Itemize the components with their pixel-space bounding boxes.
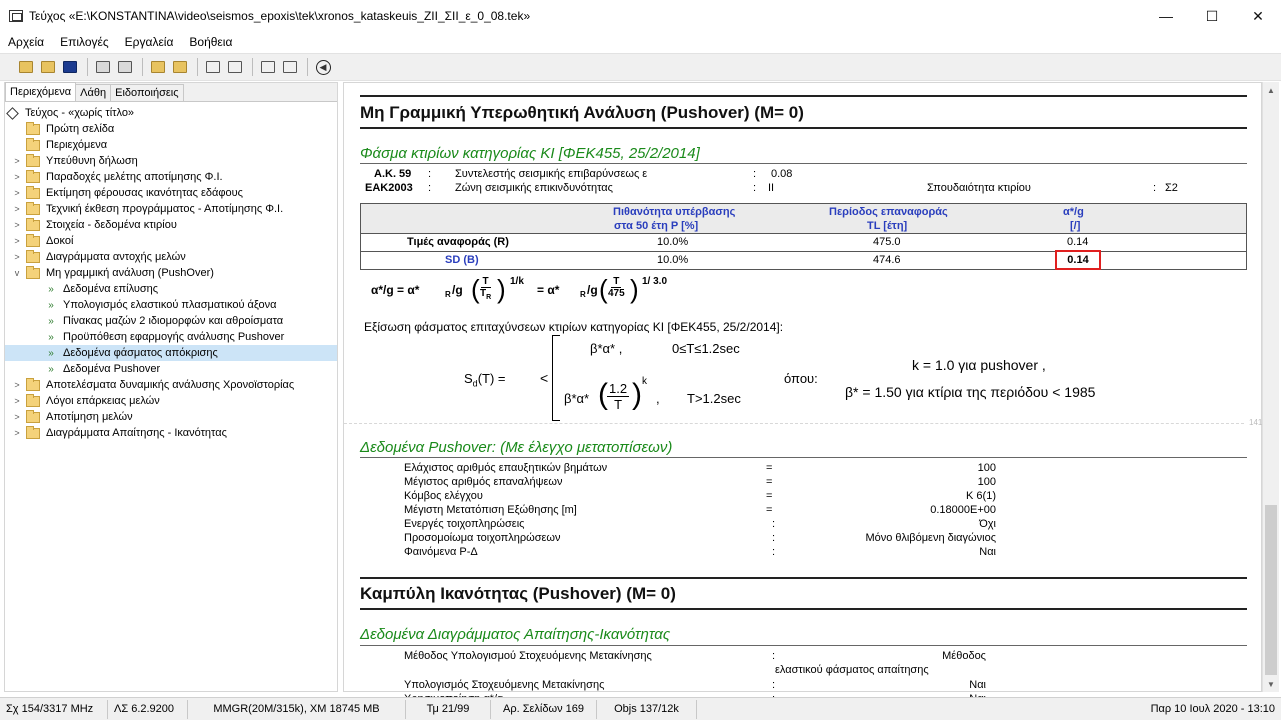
page-setup-button[interactable] [258,57,278,77]
tree-item[interactable] [5,409,337,425]
pushover-row-value: Μόνο θλιβόμενη διαγώνιος [865,532,996,544]
section-rule [360,577,1247,579]
case2-comma: , [656,391,660,406]
tree-item[interactable] [5,121,337,137]
demand-row-separator: : [772,650,776,662]
tree-expander-icon[interactable]: > [14,188,20,198]
folder-icon [26,204,40,215]
spectrum-table [360,203,1247,270]
section-title-capacity: Καμπύλη Ικανότητας (Pushover) (M= 0) [360,584,676,603]
row-reference-alpha: 0.14 [1067,236,1089,248]
contents-panel [4,82,338,692]
tree-item[interactable] [5,377,337,393]
toolbar [0,53,1281,81]
fraction2-numerator: T [613,276,620,287]
tree-subitem[interactable] [5,297,337,313]
page-break [344,423,1244,424]
page-number: 141 [1249,418,1263,427]
folder-icon [151,61,165,73]
tree-item-label: Εκτίμηση φέρουσας ικανότητας εδάφους [46,187,243,199]
tree-subitem[interactable] [5,329,337,345]
folder-icon [26,252,40,263]
export-icon [283,61,297,73]
folder-up-icon [41,61,55,73]
importance-label: Σπουδαιότητα κτιρίου [927,182,1031,194]
tree-item-label: Υπολογισμός ελαστικού πλασματικού άξονα [63,299,277,311]
scrollbar-thumb[interactable] [1265,505,1277,675]
ak-colon-2: : [753,168,757,180]
toolbar-separator [252,58,253,76]
case2-numerator: 1.2 [609,381,628,396]
status-bar [0,697,1281,720]
case2-paren-close: ) [632,378,642,411]
demand-data-title: Δεδομένα Διαγράμματος Απαίτησης-Ικανότητας [360,626,671,643]
tree-expander-icon[interactable]: > [14,396,20,406]
cases-brace [552,335,560,421]
close-button[interactable]: ✕ [1252,7,1264,24]
find-button[interactable] [203,57,223,77]
demand-row-label: Μέθοδος Υπολογισμού Στοχευόμενης Μετακίνησης [404,650,652,662]
pushover-row-label: Ελάχιστος αριθμός επαυξητικών βημάτων [404,462,608,474]
pushover-row-value: Όχι [979,518,996,530]
demand-row-value-line2: ελαστικού φάσματος απαίτησης [775,664,929,676]
open-folder-icon [19,61,33,73]
tree-item-label: Πίνακας μαζών 2 ιδιομορφών και αθροίσματα [63,315,284,327]
pushover-row-separator: : [772,546,776,558]
tree-item[interactable] [5,425,337,441]
paren-open-2: ( [599,274,608,304]
heading-underline [360,457,1247,458]
pushover-row-value: 100 [977,462,996,474]
tree-item-label: Μη γραμμική ανάλυση (PushOver) [46,267,214,279]
tree-item[interactable] [5,393,337,409]
demand-row-label: Υπολογισμός Στοχευόμενης Μετακίνησης [404,679,605,691]
menu-tools[interactable]: Εργαλεία [124,34,174,49]
tree-item-label: Δοκοί [46,235,74,247]
case2-expr: β*α* [564,391,590,406]
tree-item[interactable] [5,265,337,281]
tree-root[interactable] [5,105,337,121]
folder-a-button[interactable] [148,57,168,77]
k-definition: k = 1.0 για pushover , [912,357,1046,373]
fraction-denominator-t: T [480,288,487,299]
row-reference-p: 10.0% [657,236,689,248]
opou-label: όπου: [784,371,818,386]
pushover-row-separator: : [772,518,776,530]
row-sd-alpha-highlighted: 0.14 [1055,250,1101,270]
pushover-row-value: 100 [977,476,996,488]
folder-icon [26,172,40,183]
folder-icon [26,380,40,391]
print-preview-icon [118,61,132,73]
pushover-row-label: Ενεργές τοιχοπληρώσεις [404,518,525,530]
tree-expander-icon[interactable]: > [14,412,20,422]
pushover-row-separator: = [766,504,773,516]
pushover-row-label: Μέγιστος αριθμός επαναλήψεων [404,476,563,488]
tree-item[interactable] [5,137,337,153]
tree-subitem[interactable] [5,345,337,361]
printer-icon [96,61,110,73]
paren-close-2: ) [630,274,639,304]
tree-item-label: Δεδομένα φάσματος απόκρισης [63,347,218,359]
col-return-period-line2: TL [έτη] [867,220,908,232]
alpha-formula-sub-r: R [445,290,451,299]
tree-item-label: Λόγοι επάρκειας μελών [46,395,160,407]
tree-item-label: Αποτελέσματα δυναμικής ανάλυσης Χρονοϊστορίας [46,379,295,391]
tree-expander-icon[interactable]: > [14,220,20,230]
spectrum-title: Φάσμα κτιρίων κατηγορίας ΚΙ [ΦΕΚ455, 25/2/2014] [360,145,700,162]
col-alpha-line2: [/] [1070,220,1081,232]
double-arrow-icon: » [48,299,54,311]
tree-root-label: Τεύχος - «χωρίς τίτλο» [25,107,135,119]
section-title-pushover: Μη Γραμμική Υπερωθητική Ανάλυση (Pushover) (M= 0) [360,103,804,122]
section-rule [360,95,1247,97]
menu-options[interactable]: Επιλογές [60,34,109,49]
eak-colon: : [428,182,432,194]
double-arrow-icon: » [48,347,54,359]
tree-item[interactable] [5,233,337,249]
sd-symbol [464,371,506,389]
alpha-formula-exp1: 1/k [510,276,524,287]
col-probability-line1: Πιθανότητα υπέρβασης [613,206,736,218]
case2-denominator: T [614,397,623,412]
tree-item-label: Προϋπόθεση εφαρμογής ανάλυσης Pushover [63,331,285,343]
col-probability-line2: στα 50 έτη P [%] [614,220,699,232]
save-button[interactable] [60,57,80,77]
folder-icon [26,396,40,407]
ak-label: Α.Κ. 59 [374,168,412,180]
tree-item-label: Στοιχεία - δεδομένα κτιρίου [46,219,177,231]
eak-value: ΙΙ [768,182,775,194]
title-bar [0,0,1281,32]
pushover-row-label: Μέγιστη Μετατόπιση Εξώθησης [m] [404,504,577,516]
folder-icon [26,428,40,439]
importance-value: Σ2 [1165,182,1178,194]
document-view[interactable] [343,82,1262,692]
alpha-formula-lhs: α*/g = α* [371,283,420,297]
vertical-scrollbar[interactable] [1262,82,1279,692]
tree-item[interactable] [5,201,337,217]
tree-subitem[interactable] [5,313,337,329]
col-alpha-line1: α*/g [1063,206,1084,218]
tree-subitem[interactable] [5,361,337,377]
folder-icon [26,140,40,151]
tree-subitem[interactable] [5,281,337,297]
tree-item[interactable] [5,169,337,185]
fraction-t-over-tr [480,276,491,301]
fraction-denominator [480,288,491,301]
table-header [361,204,1246,234]
ak-description: Συντελεστής σεισμικής επιβαρύνσεως ε [455,168,648,180]
tree-item-label: Διαγράμματα αντοχής μελών [46,251,186,263]
case1-condition: 0≤T≤1.2sec [672,341,740,356]
open-dropdown-button[interactable] [16,57,36,77]
case2-exponent: k [642,376,647,387]
tree-expander-icon[interactable]: > [14,236,20,246]
eak-label: ΕΑΚ2003 [365,182,413,194]
folder-icon [173,61,187,73]
pushover-row-separator: : [772,532,776,544]
toolbar-separator [197,58,198,76]
tree-expander-icon[interactable]: > [14,204,20,214]
status-cpu: Σχ 154/3317 MHz [0,700,108,719]
heading-underline [360,645,1247,646]
double-arrow-icon: » [48,315,54,327]
fraction-numerator: T [482,276,489,287]
binoculars-icon [206,61,220,73]
filter-icon [228,61,242,73]
alpha-formula-eq2: = α* [537,283,560,297]
contents-tree [5,105,337,441]
ak-value: 0.08 [771,168,793,180]
tree-item-label: Διαγράμματα Απαίτησης - Ικανότητας [46,427,227,439]
status-os: ΛΣ 6.2.9200 [108,700,188,719]
export-button[interactable] [280,57,300,77]
case1-expr: β*α* , [590,341,623,356]
menu-bar [0,32,1281,51]
double-arrow-icon: » [48,283,54,295]
tree-item[interactable] [5,153,337,169]
tree-item-label: Υπεύθυνη δήλωση [46,155,138,167]
sd-less-than: < [540,370,549,386]
folder-icon [26,236,40,247]
fraction-denominator-sub: R [486,294,492,301]
folder-icon [26,124,40,135]
tree-item-label: Αποτίμηση μελών [46,411,133,423]
pushover-data-title: Δεδομένα Pushover: (Με έλεγχο μετατοπίσεων) [360,439,673,456]
pushover-row-separator: = [766,476,773,488]
pushover-row-label: Φαινόμενα P-Δ [404,546,478,558]
folder-b-button[interactable] [170,57,190,77]
folder-icon [26,220,40,231]
tree-expander-icon[interactable]: > [14,156,20,166]
sd-sub: d [472,378,478,389]
double-arrow-icon: » [48,331,54,343]
toolbar-separator [307,58,308,76]
tree-item[interactable] [5,185,337,201]
menu-files[interactable]: Αρχεία [8,34,45,49]
row-reference-label: Τιμές αναφοράς (R) [407,236,509,248]
tree-expander-icon[interactable]: > [14,252,20,262]
fraction-t-over-475 [608,276,625,299]
section-rule [360,608,1247,610]
eak-description: Ζώνη σεισμικής επικινδυνότητας [455,182,613,194]
beta-definition: β* = 1.50 για κτίρια της περιόδου < 1985 [845,384,1096,400]
back-button[interactable] [313,57,333,77]
paren-close: ) [497,274,506,304]
tree-expander-icon[interactable]: > [14,380,20,390]
panel-tabs [5,83,337,102]
toolbar-separator [87,58,88,76]
status-datetime: Παρ 10 Ιουλ 2020 - 13:10 [1150,703,1275,715]
status-memory: MMGR(20M/315k), XM 18745 MB [188,700,406,719]
tree-item[interactable] [5,217,337,233]
folder-icon [26,188,40,199]
diamond-icon [6,107,19,120]
pushover-row-label: Προσομοίωμα τοιχοπληρώσεων [404,532,561,544]
ak-colon: : [428,168,432,180]
tree-expander-icon[interactable]: v [14,268,20,278]
sd-s: S [464,371,473,386]
row-sd-label: SD (B) [445,254,479,266]
tree-item-label: Δεδομένα Pushover [63,363,161,375]
equation-caption: Εξίσωση φάσματος επιταχύνσεων κτιρίων κατηγορίας ΚΙ [ΦΕΚ455, 25/2/2014]: [364,320,784,334]
window-title: Τεύχος «E:\KONSTANTINA\video\seismos_epoxis\tek\xronos_kataskeuis_ZII_ΣII_ε_0_08.tek» [29,9,531,23]
tree-item-label: Παραδοχές μελέτης αποτίμησης Φ.Ι. [46,171,223,183]
tree-item-label: Πρώτη σελίδα [46,123,115,135]
heading-underline [360,163,1247,164]
row-sd-tl: 474.6 [873,254,901,266]
demand-row-value: Μέθοδος [942,650,986,662]
folder-icon [26,412,40,423]
toolbar-separator [142,58,143,76]
demand-row-value: Ναι [969,679,986,691]
case2-paren-open: ( [598,378,608,411]
pushover-row-value: Ναι [979,546,996,558]
case2-fraction [607,381,629,412]
maximize-button[interactable]: ☐ [1205,7,1219,24]
demand-row-separator: : [772,679,776,691]
print-button[interactable] [93,57,113,77]
pushover-row-value: K 6(1) [966,490,996,502]
print-preview-button[interactable] [115,57,135,77]
page-icon [261,61,275,73]
row-sd-p: 10.0% [657,254,689,266]
minimize-button[interactable]: — [1159,8,1173,24]
pushover-row-separator: = [766,462,773,474]
sd-rest: (T) = [477,371,506,386]
tab-contents[interactable]: Περιεχόμενα [5,82,76,101]
tree-item[interactable] [5,249,337,265]
case2-condition: T>1.2sec [687,391,741,406]
tab-notifications[interactable]: Ειδοποιήσεις [110,84,183,101]
filter-button[interactable] [225,57,245,77]
col-return-period-line1: Περίοδος επαναφοράς [829,206,948,218]
tree-item-label: Δεδομένα επίλυσης [63,283,159,295]
section-rule [360,127,1247,129]
open-button[interactable] [38,57,58,77]
scroll-down-arrow-icon[interactable]: ▼ [1267,679,1275,689]
folder-icon [26,268,40,279]
alpha-formula-g2: /g [587,283,598,297]
paren-open: ( [471,274,480,304]
tree-item-label: Περιεχόμενα [46,139,108,151]
app-icon [9,10,23,22]
pushover-row-separator: = [766,490,773,502]
alpha-formula-g1: /g [452,283,463,297]
scroll-up-arrow-icon[interactable]: ▲ [1267,85,1275,95]
status-objects: Objs 137/12k [597,700,697,719]
status-section: Τμ 21/99 [406,700,491,719]
menu-help[interactable]: Βοήθεια [189,34,233,49]
tree-expander-icon[interactable]: > [14,172,20,182]
tab-errors[interactable]: Λάθη [75,84,111,101]
fraction2-denominator: 475 [608,288,625,299]
back-arrow-icon: ◀ [316,60,331,75]
status-pages: Αρ. Σελίδων 169 [491,700,597,719]
table-row-divider [361,251,1246,252]
pushover-row-value: 0.18000E+00 [930,504,996,516]
save-disk-icon [63,61,77,73]
double-arrow-icon: » [48,363,54,375]
alpha-formula-sub-r2: R [580,290,586,299]
importance-colon: : [1153,182,1157,194]
row-reference-tl: 475.0 [873,236,901,248]
tree-expander-icon[interactable]: > [14,428,20,438]
pushover-row-label: Κόμβος ελέγχου [404,490,483,502]
folder-icon [26,156,40,167]
eak-colon-2: : [753,182,757,194]
tree-item-label: Τεχνική έκθεση προγράμματος - Αποτίμησης Φ.Ι. [46,203,284,215]
alpha-formula-exp2: 1/ 3.0 [642,276,668,287]
